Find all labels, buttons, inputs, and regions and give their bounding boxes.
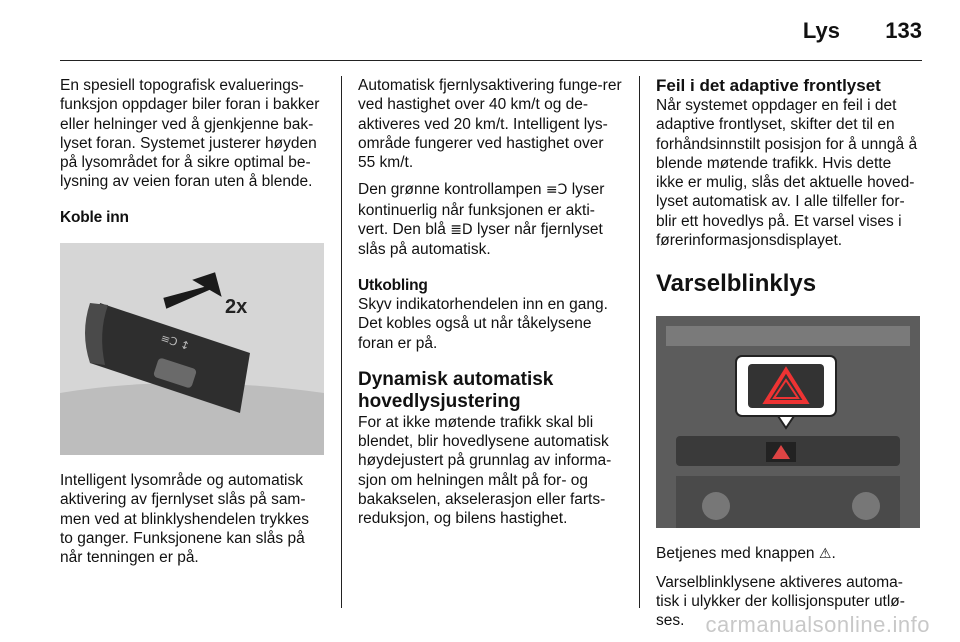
hazard-button-illustration [656,316,920,528]
indicator-text-a: Den grønne kontrollampen [358,181,542,199]
indicator-lever-illustration [60,243,324,455]
intro-paragraph: En spesiell topografisk evaluerings-funksjon oppdager biler foran i bakker eller helninger ved å gjenkjenne bak-lyset foran. Systemet justerer høyden på lysområdet for å sikre optimal be-lysning av veien foran uten å blende. [60,77,320,191]
hazard-warning-icon: ⚠ [818,546,832,563]
column-3 [656,76,922,639]
section-title: Lys [802,18,840,43]
column-divider-1 [341,76,342,608]
hazard-paragraph: Varselblinklysene aktiveres automa-tisk i ulykker der kollisjonsputer utlø-ses. [656,573,905,630]
operated-text-b: . [831,545,836,563]
page-header [60,18,922,52]
utkobling-paragraph: Skyv indikatorhendelen inn en gang. Det kobles også ut når tåkelysene foran er på. [358,295,608,352]
header-divider [60,60,922,61]
figure-label: 2x [225,296,248,319]
page-number: 133 [885,18,922,43]
heading-utkobling: Utkobling [358,276,428,294]
column-1 [60,76,324,576]
blue-high-beam-icon: ≣D [450,222,473,239]
dynamic-paragraph: For at ikke møtende trafikk skal bli blendet, blir hovedlysene automatisk høydejustert på grunnlag av informa-sjon om helningen målt på for- og bakakselen, akselerasjon eller farts-reduksjon, og bilens hastighet. [358,413,612,528]
operated-text-a: Betjenes med knappen [656,545,815,563]
heading-hazard-lights: Varselblinklys [656,270,817,298]
column-2 [358,76,622,537]
column-divider-2 [639,76,640,608]
watermark: carmanualsonline.info [705,612,930,637]
green-beam-icon: ≡Ↄ [545,182,568,199]
fault-paragraph: Når systemet oppdager en feil i det adaptive frontlyset, skifter det til en forhåndsinnstilt posisjon for å unngå å blende møtende trafikk. Hvis dette ikke er mulig, slås det aktuelle hoved-lyset automatisk av. I alle tilfeller for-blir ett hovedlys på. Et varsel vises i førerinformasjonsdisplayet. [656,97,918,250]
indicator-text-c: lyser når fjernlyset slås på automatisk. [358,221,603,259]
after-figure-paragraph: Intelligent lysområde og automatisk aktivering av fjernlyset slås på sam-men ved at blinklyshendelen trykkes to ganger. Funksjonene kan slås på når tenningen er på. [60,472,309,567]
operated-paragraph [656,544,922,564]
heading-dynamic-leveling: Dynamisk automatisk hovedlysjustering [358,368,554,412]
svg-text:≡Ↄ ↕: ≡Ↄ ↕ [159,331,192,354]
indicator-text-b: lyser kontinuerlig når funksjonen er akti-vert. Den blå [358,181,605,239]
speed-paragraph: Automatisk fjernlysaktivering funge-rer ved hastighet over 40 km/t og de-aktiveres ved 20 km/t. Intelligent lys-område fungerer ved hastighet over 55 km/t. [358,77,622,172]
indicator-paragraph [358,180,622,259]
heading-koble-inn: Koble inn [60,208,129,226]
heading-fault: Feil i det adaptive frontlyset [656,76,881,95]
